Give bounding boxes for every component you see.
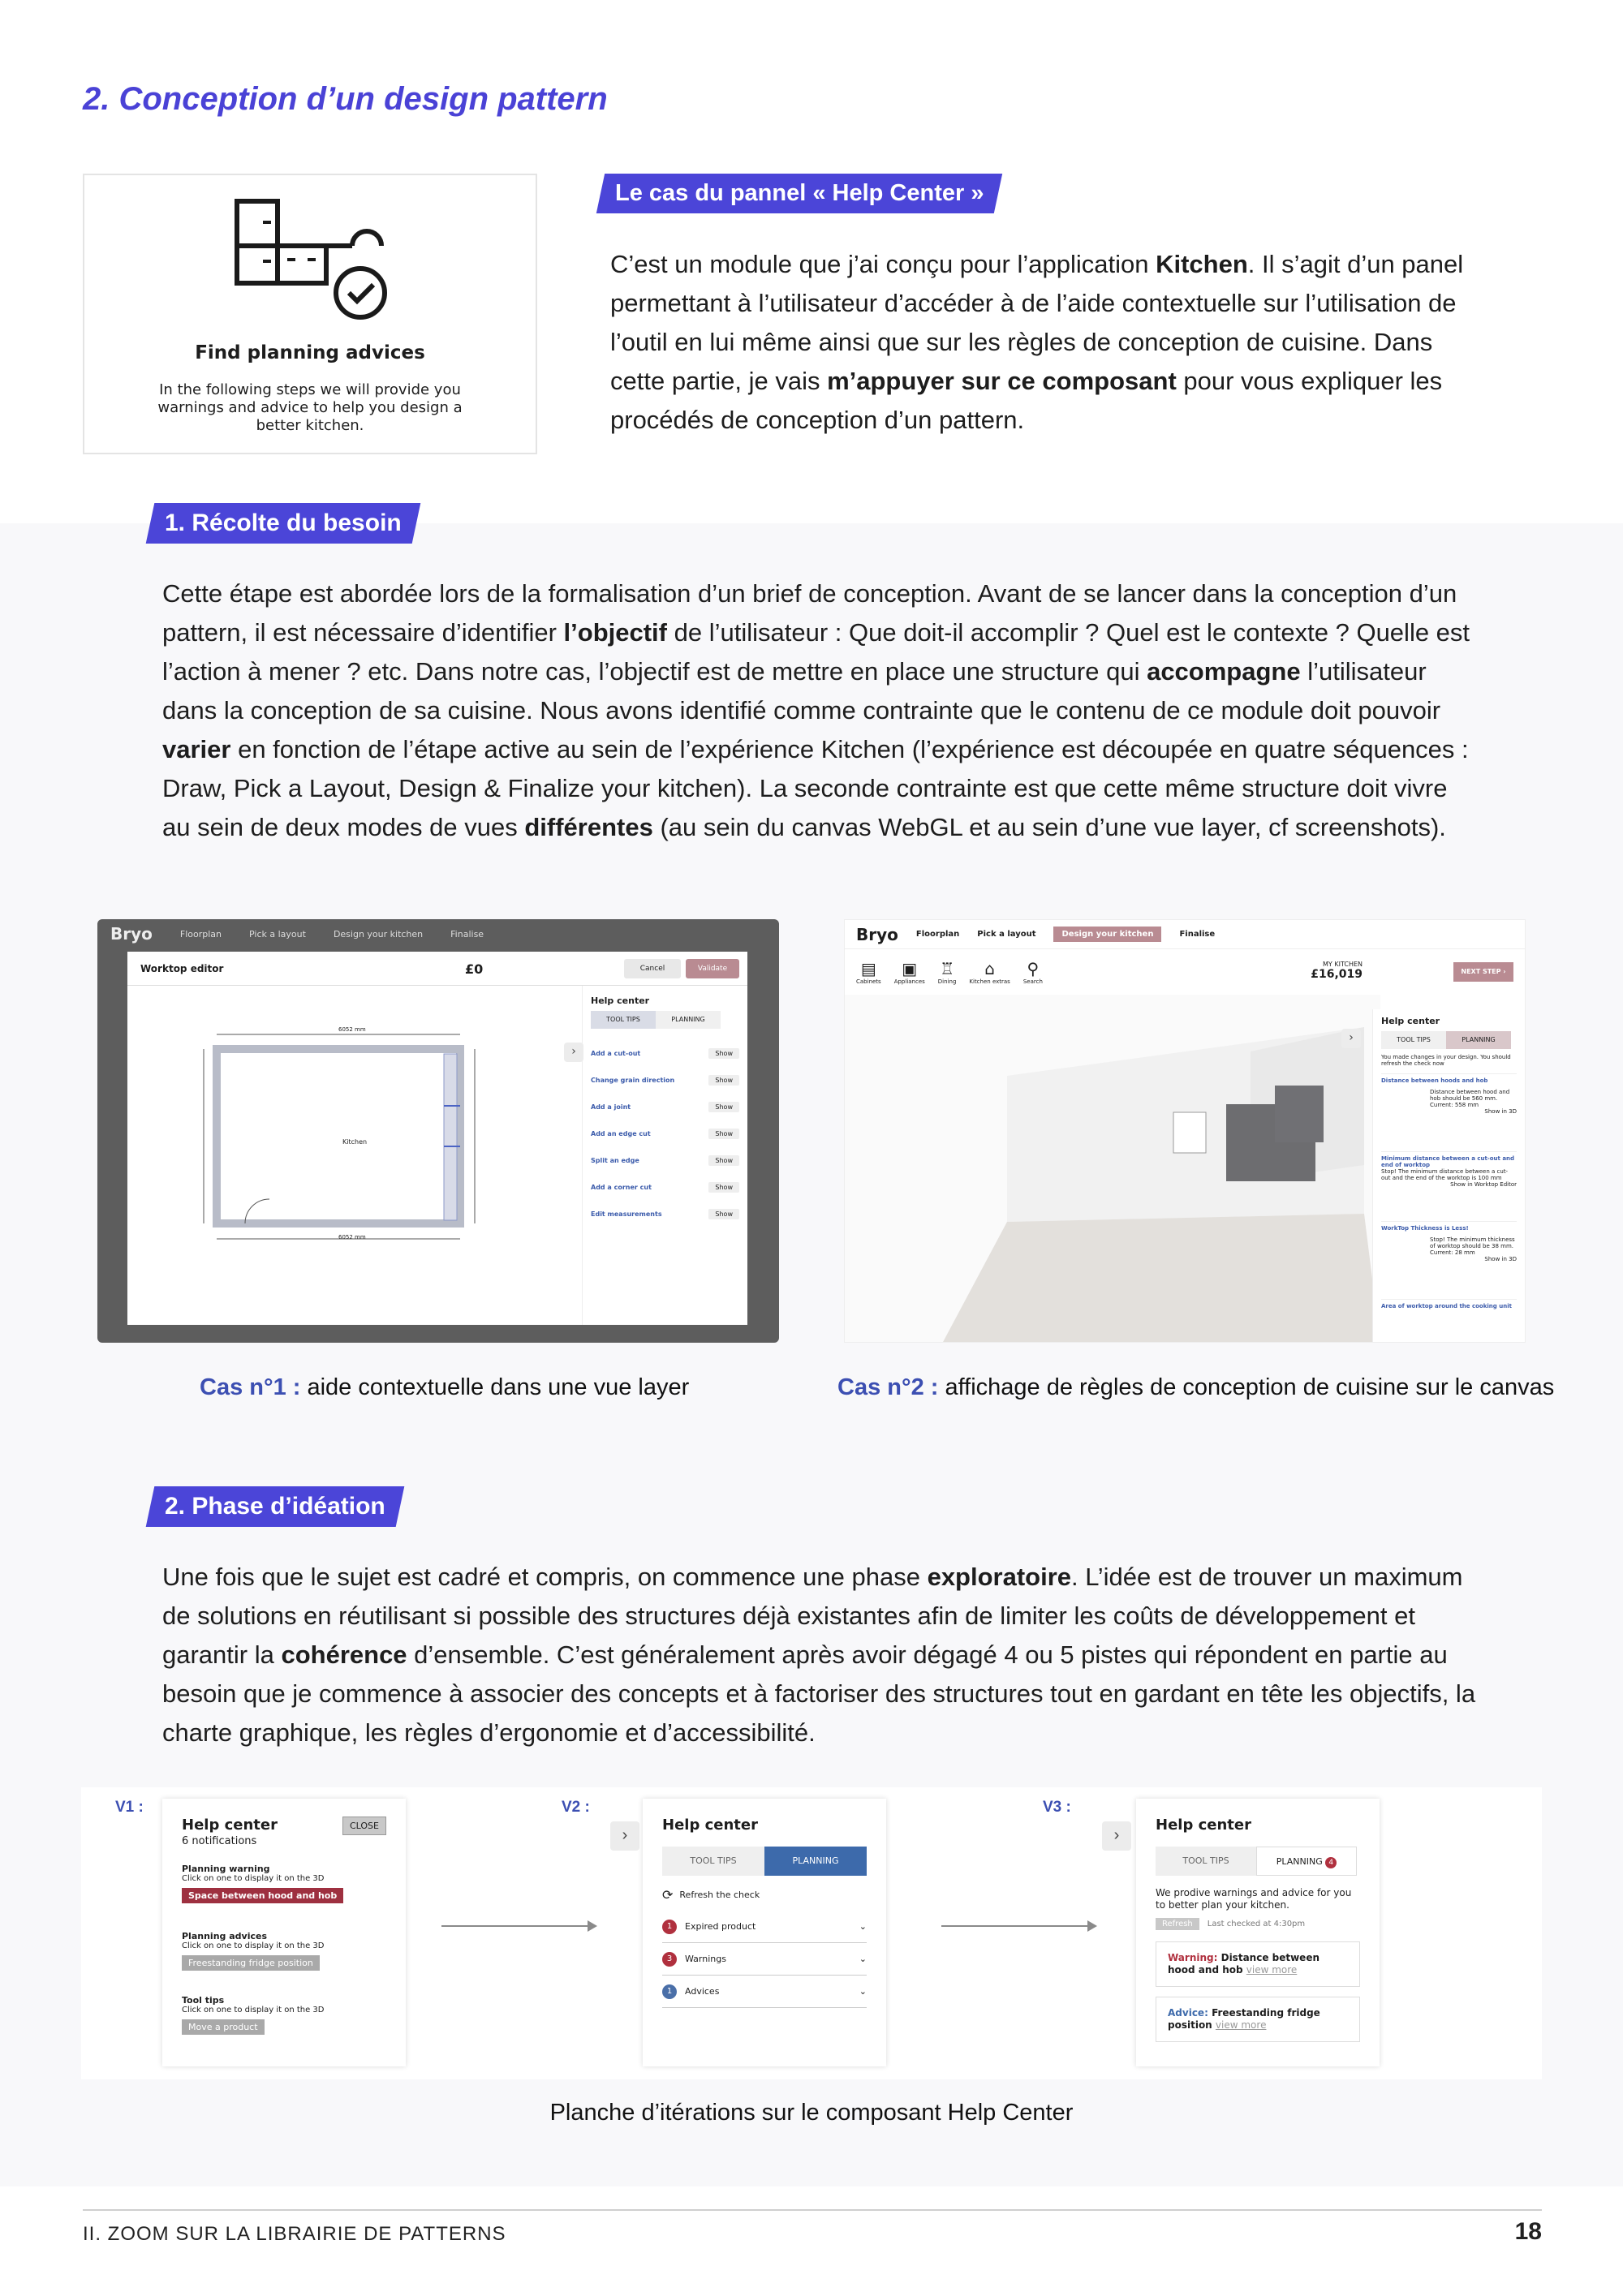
refresh-row[interactable]: ⟳ Refresh the check [662,1887,760,1903]
nav-item[interactable]: Finalise [450,928,484,939]
view-more-link[interactable]: view more [1215,2019,1267,2031]
kitchen-planning-icon [230,193,393,339]
cabinet-icon: ▤ [860,959,876,978]
advice-card[interactable]: Advice: Freestanding fridge position view more [1156,1997,1360,2042]
tooltip-row[interactable]: Change grain direction Show [591,1067,739,1094]
refresh-notice: You made changes in your design. You should refresh the check now [1381,1054,1511,1067]
v1-count: 6 notifications [182,1835,257,1847]
nav-item[interactable]: Pick a layout [977,930,1036,939]
dimension-width: 6052 mm [338,1026,366,1033]
kitchen-price: £16,019 [1311,968,1363,981]
help-tabs [1381,1031,1517,1049]
footer-divider [83,2209,1542,2211]
chevron-right-icon[interactable]: › [610,1821,639,1851]
v1-chip[interactable]: Freestanding fridge position [182,1955,320,1971]
intro-tag: Le cas du pannel « Help Center » [596,174,1003,213]
refresh-icon: ⟳ [662,1887,674,1903]
nav-item[interactable]: Floorplan [179,928,222,939]
tab-tooltips[interactable]: TOOL TIPS [662,1847,764,1876]
close-button[interactable]: CLOSE [342,1817,386,1835]
kitchen-total [1311,961,1363,981]
footer-section-label: II. ZOOM SUR LA LIBRAIRIE DE PATTERNS [83,2223,506,2245]
chevron-right-icon[interactable]: › [564,1043,583,1062]
planning-badge: 4 [1325,1857,1337,1868]
chevron-right-icon[interactable]: › [1341,1029,1361,1048]
window-header [127,952,747,986]
v3-refresh-row: Refresh Last checked at 4:30pm [1156,1920,1360,1928]
category-extras[interactable]: ⌂ Kitchen extras [969,959,1010,985]
worktop-editor-window [127,952,747,1325]
v1-group: Planning advices Click on one to display it on the 3D Freestanding fridge position [182,1931,386,1971]
extras-icon: ⌂ [984,959,995,978]
tooltip-row[interactable]: Add an edge cut Show [591,1120,739,1147]
cancel-button[interactable]: Cancel [624,959,681,978]
step1-paragraph: Cette étape est abordée lors de la formalisation d’un brief de conception. Avant de se lancer dans la conception d’un pattern, il est nécessaire d’identifier l’objectif de l’utilisateur : Que doit-il accomplir ? Quel est le contexte ? Quelle est l’action à mener ? etc. Dans notre cas, l’objectif est de mettre en place une structure qui accompagne l’utilisateur dans la conception de sa cuisine. Nous avons identifié comme contrainte que le contenu de ce module doit pouvoir varier en fonction de l’étape active au sein de l’expérience Kitchen (l’expérience est découpée en quatre séquences : Draw, Pick a Layout, Design & Finalize your kitchen). La seconde contrainte est que cette même structure doit vivre au sein de deux modes de vues différentes (au sein du canvas WebGL et au sein d’une vue layer, cf screenshots). [162,579,1470,841]
tab-planning[interactable]: PLANNING [764,1847,867,1876]
nav-item[interactable]: Finalise [1179,930,1216,939]
help-center-title: Help center [1381,1016,1440,1026]
rule-item[interactable]: WorkTop Thickness is Less! Stop! The minimum thickness of worktop should be 38 mm. Current: 28 mm Show in 3D [1381,1221,1517,1299]
v3-title: Help center [1156,1817,1251,1834]
v3-tabs [1156,1847,1360,1876]
v1-group: Planning warning Click on one to display it on the 3D Space between hood and hob [182,1864,386,1903]
chevron-right-icon[interactable]: › [1102,1821,1131,1851]
tab-planning[interactable]: PLANNING [656,1011,721,1029]
nav-item[interactable]: Design your kitchen [333,928,424,939]
tooltip-row[interactable]: Add a joint Show [591,1094,739,1120]
help-center-panel [582,986,747,1325]
nav-item[interactable]: Floorplan [915,930,960,939]
v1-label: V1 : [115,1799,144,1816]
tab-tooltips[interactable]: TOOL TIPS [591,1011,656,1029]
step1-tag: 1. Récolte du besoin [146,503,420,544]
v1-panel [162,1799,406,2066]
nav-item[interactable]: Pick a layout [249,928,306,939]
tab-planning[interactable]: PLANNING 4 [1256,1847,1357,1876]
v1-chip[interactable]: Space between hood and hob [182,1888,343,1903]
category-cabinets[interactable]: ▤ Cabinets [856,959,881,985]
tab-tooltips[interactable]: TOOL TIPS [1381,1031,1446,1049]
intro-paragraph: C’est un module que j’ai conçu pour l’application Kitchen. Il s’agit d’un panel permettant à l’utilisateur d’accéder à de l’aide contextuelle sur l’utilisation de l’outil en lui même ainsi que sur les règles de conception de cuisine. Dans cette partie, je vais m’appuyer sur ce composant pour vous expliquer les procédés de conception d’un pattern. [610,250,1464,434]
v2-panel [643,1799,886,2066]
v3-description: We prodive warnings and advice for you to better plan your kitchen. [1156,1887,1352,1911]
v1-chip[interactable]: Move a product [182,2019,265,2035]
app-topbar [845,920,1525,949]
planning-card [83,174,537,454]
appliance-icon: ▣ [902,959,918,978]
warning-card[interactable]: Warning: Distance between hood and hob view more [1156,1941,1360,1987]
screenshot-layer-view [97,919,779,1343]
rule-item[interactable]: Area of worktop around the cooking unit [1381,1299,1517,1313]
tooltip-row[interactable]: Add a cut-out Show [591,1040,739,1067]
tooltip-row[interactable]: Add a corner cut Show [591,1174,739,1201]
app-logo: Bryo [856,924,898,944]
v2-row[interactable]: 1 Advices ⌄ [662,1976,867,2008]
dimension-width-bottom: 6052 mm [338,1234,366,1240]
step2-tag: 2. Phase d’idéation [146,1486,404,1527]
floorplan-drawing [200,1025,476,1252]
section-title: 2. Conception d’un design pattern [83,81,608,117]
card-title: Find planning advices [195,342,425,363]
my-kitchen-label: MY KITCHEN [1323,961,1363,968]
chevron-down-icon: ⌄ [859,1921,867,1932]
help-tabs [591,1011,739,1029]
card-subtitle: In the following steps we will provide you warnings and advice to help you design a better kitchen. [157,381,463,434]
help-center-panel [1372,1009,1525,1342]
category-dining[interactable]: ♖ Dining [937,959,957,985]
category-search[interactable]: ⚲ Search [1022,959,1043,985]
help-center-title: Help center [591,995,650,1006]
v3-label: V3 : [1043,1799,1071,1816]
chevron-down-icon: ⌄ [859,1954,867,1964]
chair-icon: ♖ [940,959,955,978]
v2-label: V2 : [562,1799,590,1816]
v2-row[interactable]: 3 Warnings ⌄ [662,1943,867,1976]
iterations-caption: Planche d’itérations sur le composant Help Center [549,2100,1074,2126]
app-topbar [97,919,779,948]
3d-canvas [845,995,1380,1342]
tab-planning[interactable]: PLANNING [1446,1031,1511,1049]
refresh-button[interactable]: Refresh [1156,1918,1199,1930]
room-label: Kitchen [342,1138,368,1146]
next-step-button[interactable]: NEXT STEP › [1453,962,1513,982]
v3-panel [1136,1799,1380,2066]
category-appliances[interactable]: ▣ Appliances [893,959,925,985]
arrow-right-icon [941,1925,1096,1927]
v1-group: Tool tips Click on one to display it on the 3D Move a product [182,1995,386,2035]
v1-title: Help center [182,1817,278,1834]
v2-title: Help center [662,1817,758,1834]
category-toolbar [856,959,1043,985]
caption-case-1: Cas n°1 : aide contextuelle dans une vue layer [200,1374,690,1400]
tab-tooltips[interactable]: TOOL TIPS [1156,1847,1256,1876]
page-number: 18 [1514,2218,1542,2245]
arrow-right-icon [441,1925,596,1927]
chevron-down-icon: ⌄ [859,1986,867,1997]
view-more-link[interactable]: view more [1246,1964,1298,1976]
v2-tabs [662,1847,867,1876]
caption-case-2: Cas n°2 : affichage de règles de conception de cuisine sur le canvas [837,1374,1555,1400]
v2-row[interactable]: 1 Expired product ⌄ [662,1911,867,1943]
tooltip-row[interactable]: Split an edge Show [591,1147,739,1174]
step2-paragraph: Une fois que le sujet est cadré et compris, on commence une phase exploratoire. L’idée est de trouver un maximum de solutions en réutilisant si possible des structures déjà existantes afin de limiter les coûts de développement et garantir la cohérence d’ensemble. C’est généralement après avoir dégagé 4 ou 5 pistes qui répondent en partie au besoin que je commence à associer des concepts et à factoriser des structures tout en gardant en tête les objectifs, la charte graphique, les règles d’ergonomie et d’accessibilité. [162,1563,1476,1747]
search-icon: ⚲ [1027,959,1040,978]
iterations-board [81,1787,1542,2079]
rule-item[interactable]: Distance between hoods and hob Distance between hood and hob should be 560 mm. Current: 558 mm Show in 3D [1381,1073,1517,1151]
app-logo: Bryo [110,924,153,944]
validate-button[interactable]: Validate [686,959,739,978]
nav-item-active[interactable]: Design your kitchen [1053,927,1161,942]
screenshot-canvas-view [844,919,1526,1343]
price: £0 [465,961,484,977]
tooltip-row[interactable]: Edit measurements Show [591,1201,739,1228]
window-title: Worktop editor [140,963,224,974]
rule-item[interactable]: Minimum distance between a cut-out and end of worktop Stop! The minimum distance between a cut-out and the end of the worktop is 100 mm Show in Worktop Editor [1381,1151,1517,1221]
